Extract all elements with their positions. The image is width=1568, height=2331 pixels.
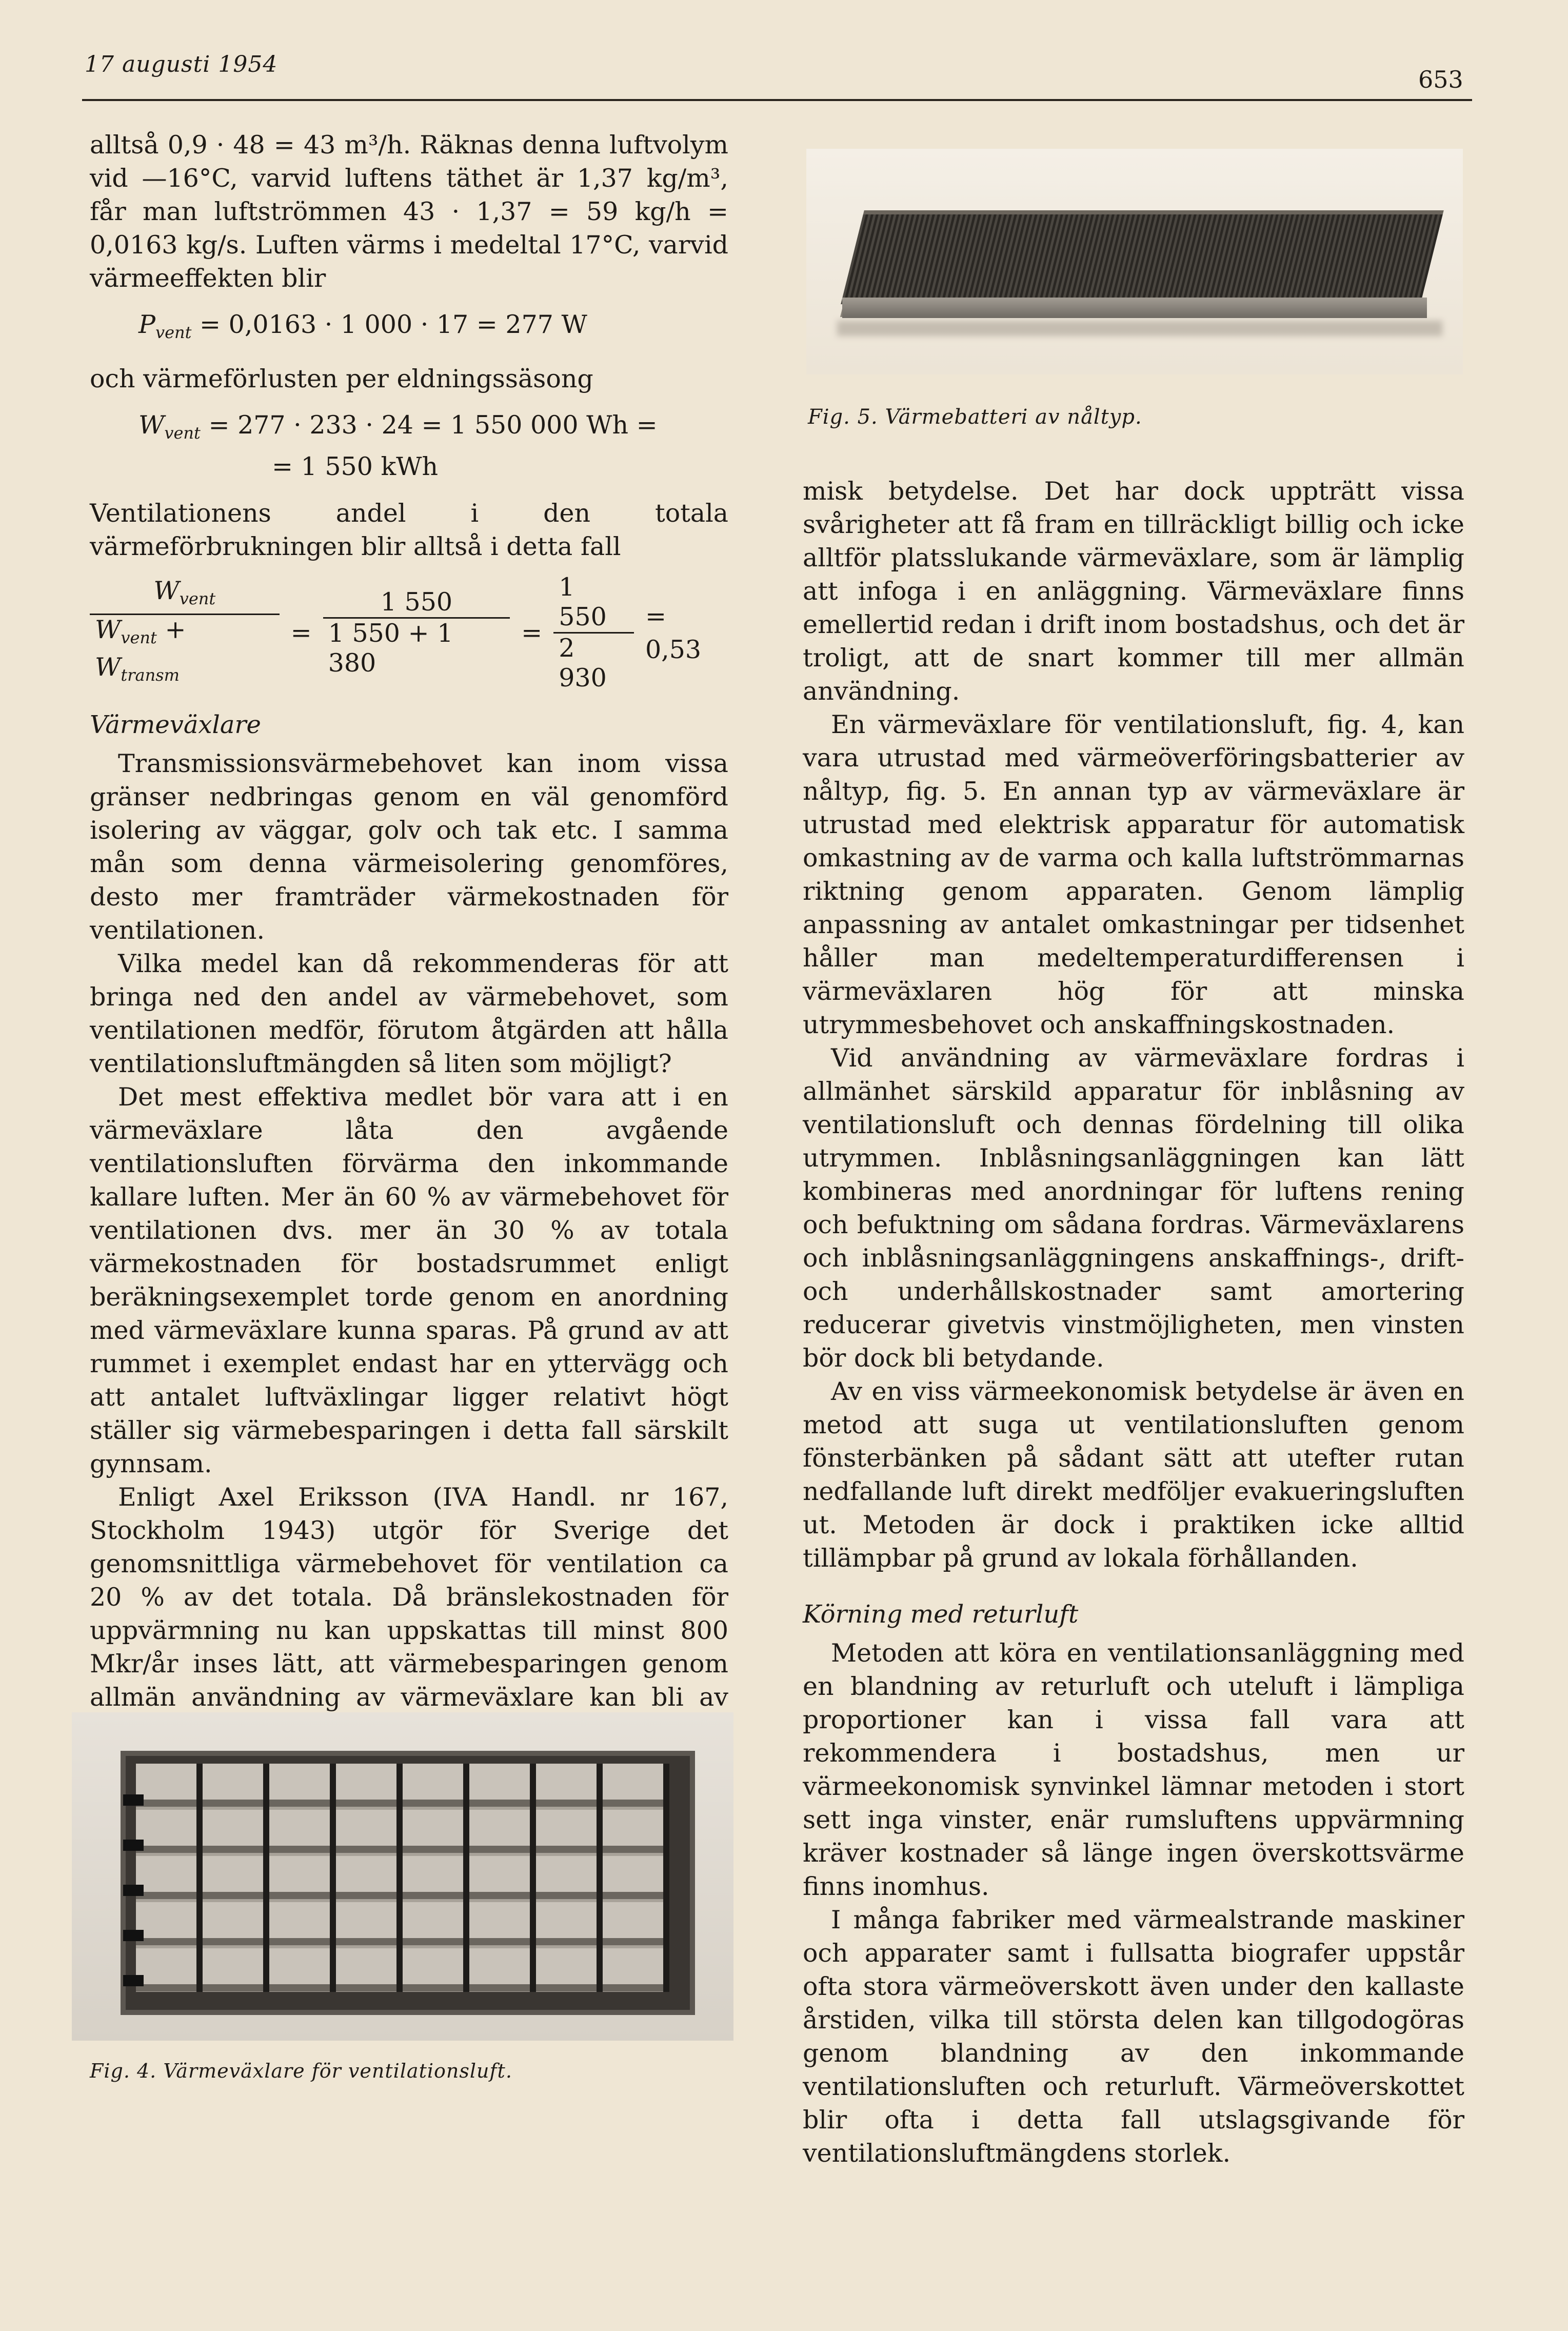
section-heading-returluft: Körning med returluft bbox=[803, 1600, 1079, 1629]
heat-exchanger-grid bbox=[136, 1764, 669, 1992]
frac1-numerator-sub: vent bbox=[179, 588, 216, 608]
section-heading-varmevaxlare: Värmeväxlare bbox=[90, 710, 261, 739]
right-para-6: I många fabriker med värmealstrande maskiner och apparater samt i fullsatta biografer uppstår ofta stora värmeöverskott även under den kallaste årstiden, vilka till största delen kan tillgodogöras genom blandning av den inkommande ventilationsluften och returluft. Värmeöverskottet blir ofta i detta fall utslagsgivande för ventilationsluftmängdens storlek. bbox=[803, 1905, 1464, 2168]
formula-w-vent bbox=[90, 408, 728, 450]
right-column bbox=[803, 475, 1464, 2170]
ratio-equation bbox=[90, 572, 728, 693]
figure-5-caption: Fig. 5. Värmebatteri av nåltyp. bbox=[808, 405, 1142, 429]
frac1-den-b-sub: transm bbox=[121, 665, 180, 685]
right-para-4: Av en viss värmeekonomisk betydelse är även en metod att suga ut ventilationsluften genom fönsterbänken på sådant sätt att utefter rutan nedfallande luft direkt medföljer evakueringsluften ut. Metoden är dock i praktiken icke alltid tillämpbar på grund av lokala förhållanden. bbox=[803, 1377, 1464, 1573]
frac2-denominator: 1 550 + 1 380 bbox=[323, 617, 510, 678]
frac1-den-a: W bbox=[95, 615, 121, 644]
right-para-5: Metoden att köra en ventilationsanläggning med en blandning av returluft och uteluft i lämpliga proportioner kan i vissa fall vara att rekommendera i bostadshus, men ur värmeekonomisk synvinkel lämnar metoden i stort sett inga vinster, enär rumsluftens uppvärmning kräver kostnader så länge ingen överskottsvärme finns inomhus. bbox=[803, 1638, 1464, 1901]
fraction-numeric bbox=[323, 587, 510, 678]
formula-w-subscript: vent bbox=[164, 423, 201, 443]
frac1-numerator: W bbox=[153, 576, 180, 605]
right-para-2: En värmeväxlare för ventilationsluft, fig. 4, kan vara utrustad med värmeöverföringsbatterier av nåltyp, fig. 5. En annan typ av värmeväxlare är utrustad med elektrisk apparatur för automatisk omkastning av de varma och kalla luftströmmarnas riktning genom apparaten. Genom lämplig anpassning av antalet omkastningar per tidsenhet håller man medeltemperaturdifferensen i värmeväxlaren hög för att minska utrymmesbehovet och anskaffningskostnaden. bbox=[803, 710, 1464, 1039]
header-rule bbox=[82, 99, 1472, 101]
formula-w-symbol: W bbox=[138, 410, 165, 440]
right-para-3: Vid användning av värmeväxlare fordras i allmänhet särskild apparatur för inblåsning av ventilationsluft och dennas fördelning till olika utrymmen. Inblåsningsanläggningen kan lätt kombineras med anordningar för luftens rening och befuktning om sådana fordras. Värmeväxlarens och inblåsningsanläggningens anskaffnings-, drift- och underhållskostnader samt amortering reducerar givetvis vinstmöjligheten, men vinsten bör dock bli betydande. bbox=[803, 1043, 1464, 1373]
formula-w-rhs: = 277 · 233 · 24 = 1 550 000 Wh = bbox=[208, 410, 658, 440]
needle-battery-panel bbox=[841, 210, 1444, 304]
formula-p-rhs: = 0,0163 · 1 000 · 17 = 277 W bbox=[200, 310, 587, 339]
fraction-simplified bbox=[553, 572, 634, 693]
header-date: 17 augusti 1954 bbox=[85, 51, 278, 77]
frac1-den-b: W bbox=[95, 652, 121, 682]
left-para-5: Vilka medel kan då rekommenderas för att bringa ned den andel av värmebehovet, som ventilationen medför, förutom åtgärden att hålla ventilationsluftmängden så liten som möjligt? bbox=[90, 949, 728, 1078]
equals-sign-1: = bbox=[290, 618, 312, 647]
figure-4-photo bbox=[72, 1712, 733, 2041]
equals-sign-2: = bbox=[521, 618, 543, 647]
formula-p-vent bbox=[90, 308, 728, 349]
frac3-numerator: 1 550 bbox=[559, 572, 607, 631]
fraction-symbolic bbox=[90, 576, 280, 690]
right-para-1: misk betydelse. Det har dock uppträtt vissa svårigheter att få fram en tillräckligt billig och icke alltför platsslukande värmeväxlare, som är lämplig att infoga i en anläggning. Värmeväxlare finns emellertid redan i drift inom bostadshus, och det är troligt, att de snart kommer till mer allmän användning. bbox=[803, 477, 1464, 706]
left-para-7: Enligt Axel Eriksson (IVA Handl. nr 167, Stockholm 1943) utgör för Sverige det genomsnittliga värmebehovet för ventilation ca 20 % av det totala. Då bränslekostnaden för uppvärmning nu kan uppskattas till minst 800 Mkr/år inses lätt, att värmebesparingen genom allmän användning av värmeväxlare kan bli av bbox=[90, 1483, 728, 1712]
frac1-den-a-sub: vent bbox=[121, 627, 157, 647]
left-para-4: Transmissionsvärmebehovet kan inom vissa gränser nedbringas genom en väl genomförd isolering av väggar, golv och tak etc. I samma mån som denna värmeisolering genomföres, desto mer framträder värmekostnaden för ventilationen. bbox=[90, 749, 728, 945]
left-para-2: och värmeförlusten per eldningssäsong bbox=[90, 364, 593, 393]
formula-p-subscript: vent bbox=[155, 323, 192, 342]
page-number: 653 bbox=[1418, 66, 1463, 93]
left-para-3: Ventilationens andel i den totala värmeförbrukningen blir alltså i detta fall bbox=[90, 499, 728, 561]
left-para-6: Det mest effektiva medlet bör vara att i en värmeväxlare låta den avgående ventilationsluften förvärma den inkommande kallare luften. Mer än 60 % av värmebehovet för ventilationen dvs. mer än 30 % av totala värmekostnaden för bostadsrummet enligt beräkningsexemplet torde genom en anordning med värmeväxlare kunna sparas. På grund av att rummet i exemplet endast har en yttervägg och att antalet luftväxlingar ligger relativt högt ställer sig värmebesparingen i detta fall särskilt gynnsam. bbox=[90, 1082, 728, 1478]
formula-w-continuation: = 1 550 kWh bbox=[272, 452, 439, 481]
frac3-denominator: 2 930 bbox=[553, 632, 634, 693]
figure-5-photo bbox=[806, 149, 1463, 374]
ratio-result: = 0,53 bbox=[645, 601, 702, 664]
frac2-numerator: 1 550 bbox=[380, 587, 453, 617]
left-para-1: alltså 0,9 · 48 = 43 m³/h. Räknas denna luftvolym vid —16°C, varvid luftens täthet är 1,37 kg/m³, får man luftströmmen 43 · 1,37 = 59 kg/h = 0,0163 kg/s. Luften värms i medeltal 17°C, varvid värmeeffekten blir bbox=[90, 130, 728, 293]
formula-p-symbol: P bbox=[138, 310, 155, 339]
figure-4-caption: Fig. 4. Värmeväxlare för ventilationsluft. bbox=[90, 2060, 512, 2082]
frac1-plus: + bbox=[165, 615, 186, 644]
left-column bbox=[90, 128, 728, 1747]
